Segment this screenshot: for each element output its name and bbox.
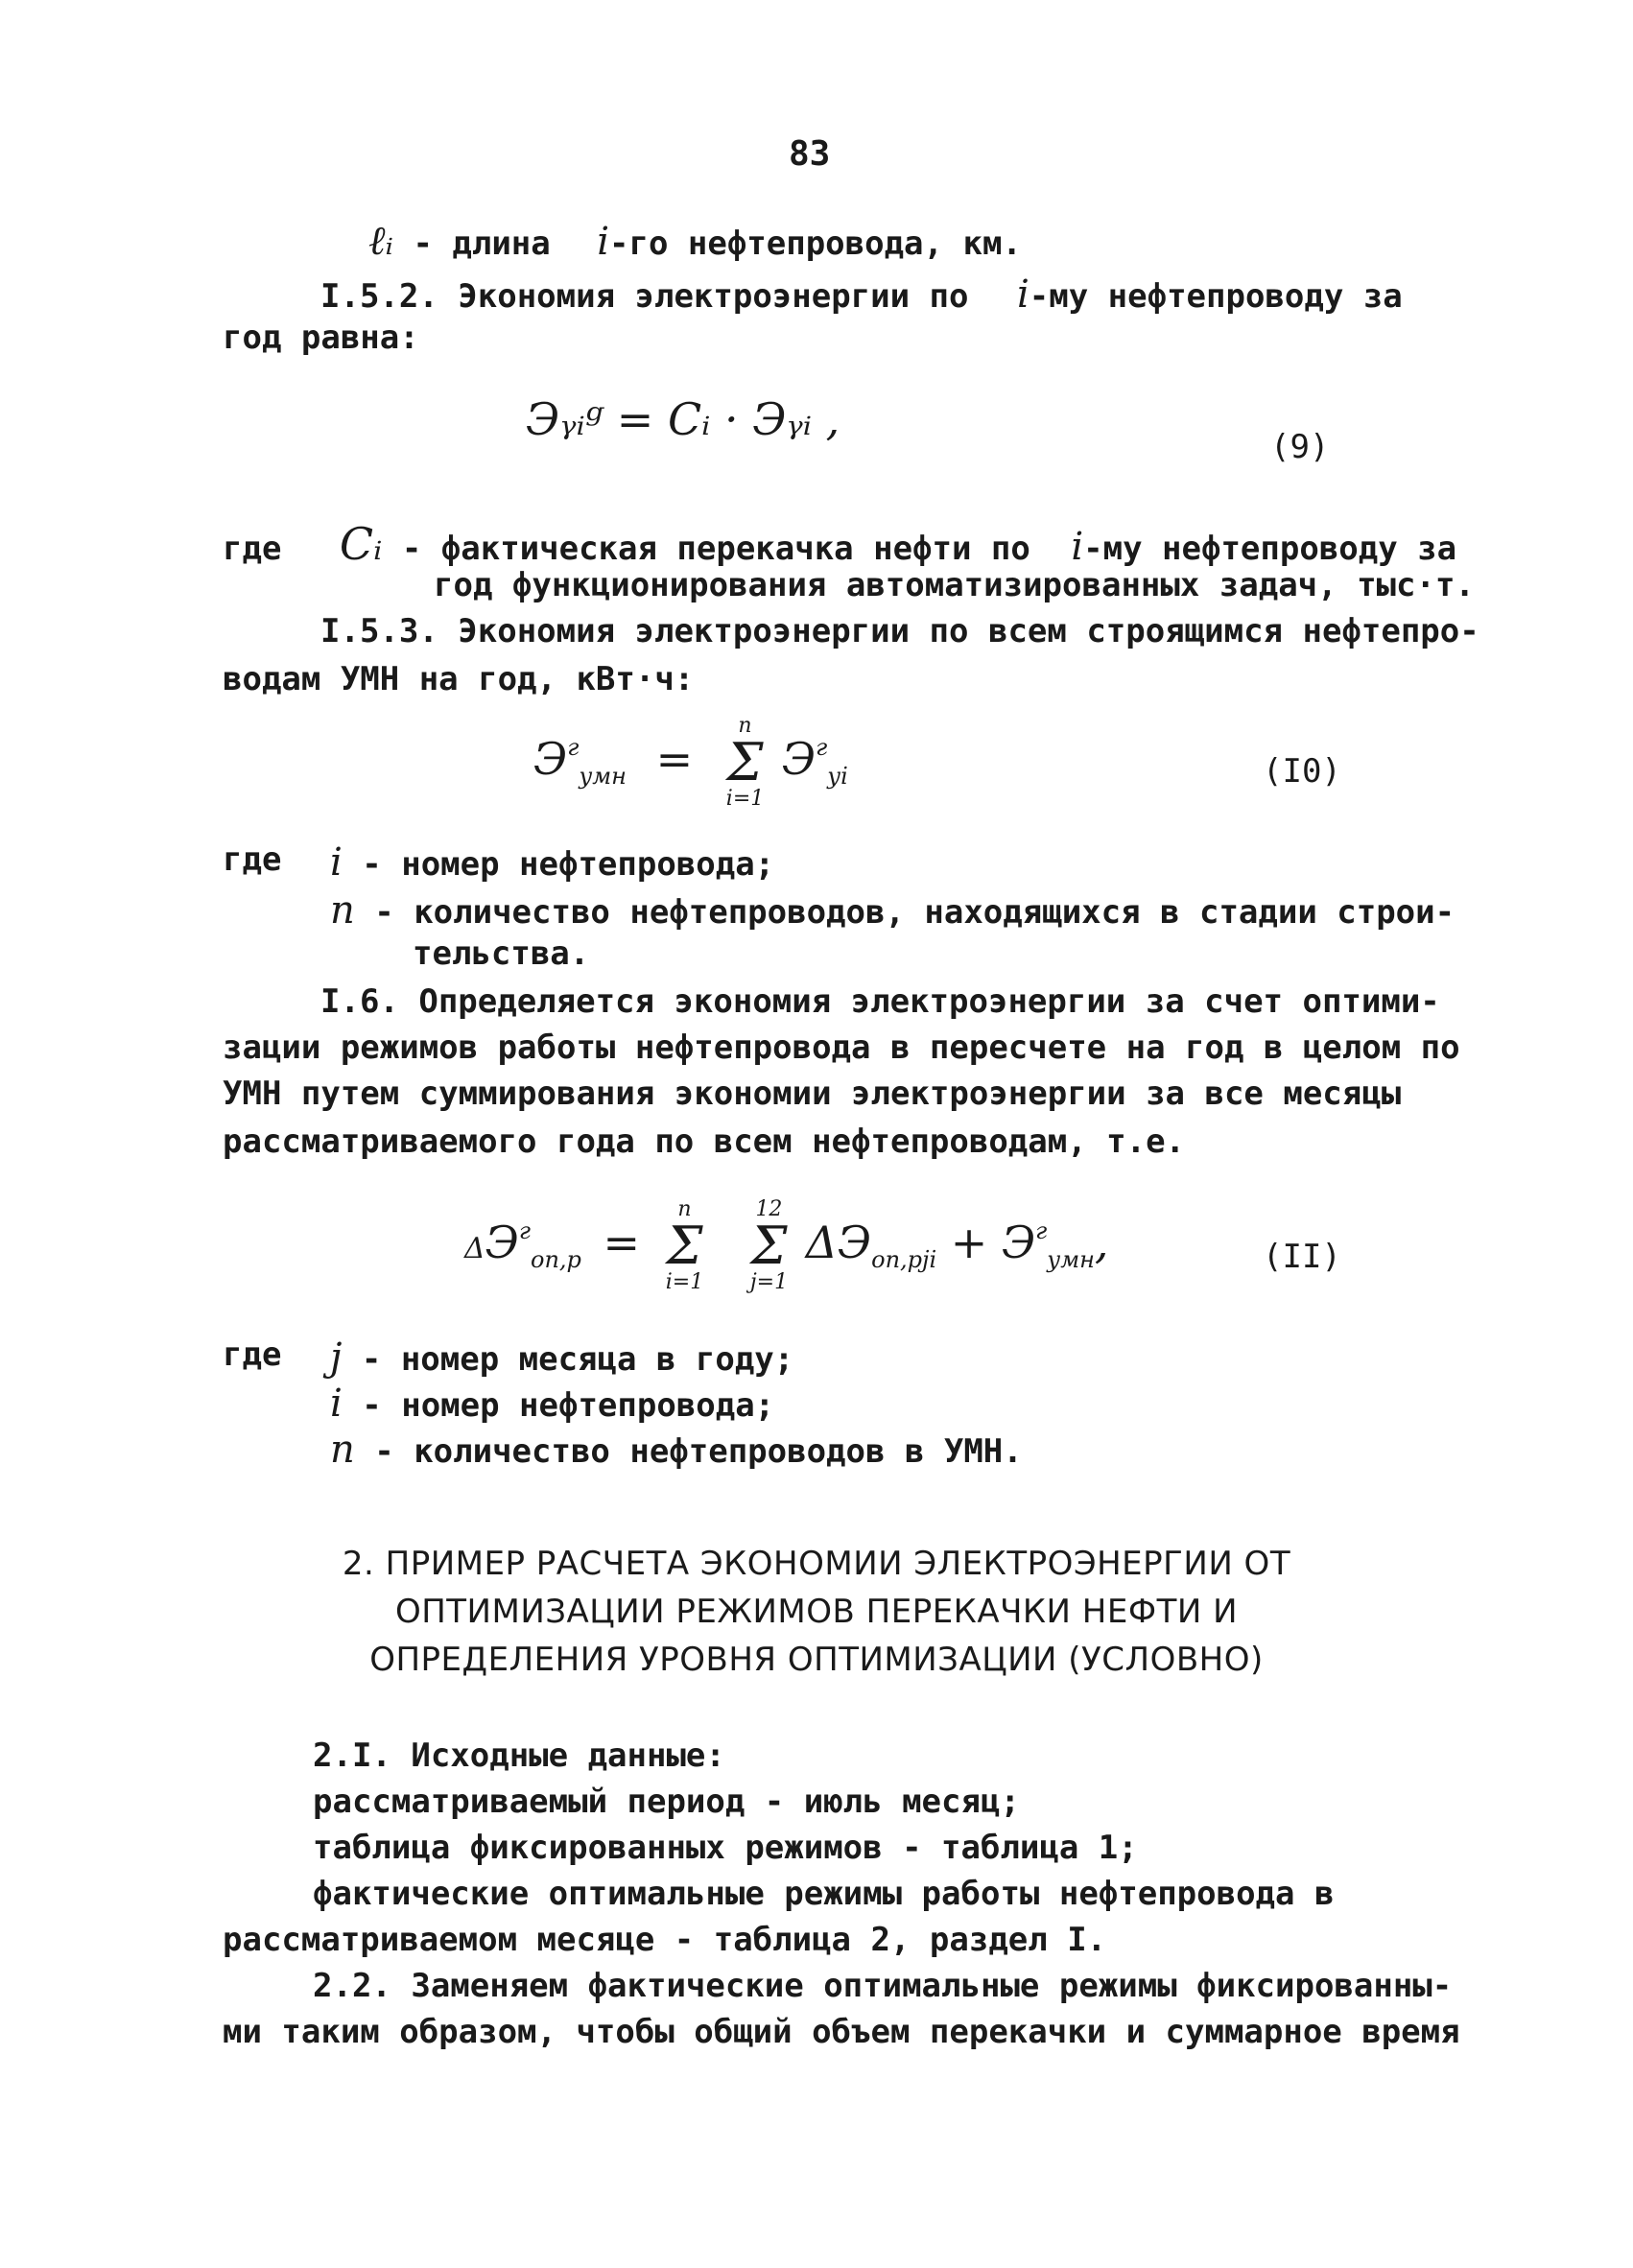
- where-label: где: [223, 530, 282, 568]
- paragraph-21-line1: 2.I. Исходные данные:: [313, 1736, 725, 1775]
- eq10-rhs: Э: [781, 733, 816, 785]
- paragraph-21-line5: рассматриваемом месяце - таблица 2, раздел I.: [223, 1921, 1107, 1959]
- paragraph-21-line3: таблица фиксированных режимов - таблица 1;: [313, 1829, 1138, 1867]
- item-text: - номер месяца в году;: [361, 1340, 794, 1379]
- paragraph-16-line2: зации режимов работы нефтепровода в пересчете на год в целом по: [223, 1028, 1460, 1067]
- eq10-rhs-sup: г: [816, 734, 828, 761]
- paragraph-16-line3: УМН путем суммирования экономии электроэнергии за все месяцы: [223, 1075, 1402, 1113]
- eq10-sum-top: n: [738, 714, 752, 738]
- eq11-plus: +: [950, 1217, 988, 1268]
- var-i: i: [1071, 525, 1084, 569]
- paragraph-21-line4: фактические оптимальные режимы работы нефтепровода в: [313, 1875, 1335, 1913]
- paragraph-22-line1: 2.2. Заменяем фактические оптимальные режимы фиксированны-: [313, 1967, 1453, 2005]
- where11-item-2: [330, 1428, 1023, 1472]
- eq11-sum1-top: n: [677, 1197, 692, 1221]
- section-2-heading-line3: ОПРЕДЕЛЕНИЯ УРОВНЯ ОПТИМИЗАЦИИ (УСЛОВНО): [369, 1641, 1264, 1679]
- eq11-lhs: Э: [485, 1217, 519, 1268]
- p152-text-b: -му нефтепроводу за: [1029, 277, 1403, 316]
- eq11-sigma1: Σ: [666, 1216, 703, 1276]
- eq11-sum2-bottom: j=1: [749, 1270, 789, 1294]
- var: j: [330, 1335, 343, 1380]
- var: i: [330, 1382, 343, 1426]
- equation-10: [533, 716, 848, 810]
- page-number: 83: [789, 134, 831, 174]
- p152-text-a: I.5.2. Экономия электроэнергии по: [320, 277, 969, 316]
- eq10-equals: =: [655, 733, 694, 785]
- item-text: - количество нефтепроводов, находящихся в стадии строи-: [374, 893, 1456, 932]
- eq11-term-sub: оп,рji: [871, 1246, 937, 1273]
- eq11-tail-sup: г: [1035, 1217, 1048, 1244]
- where-ci-text-a: - фактическая перекачка нефти по: [401, 530, 1030, 568]
- paragraph-16-line4: рассматриваемого года по всем нефтепроводам, т.е.: [223, 1122, 1186, 1161]
- equation-9: Эᵧᵢᵍ = Cᵢ · Эᵧᵢ ,: [526, 393, 840, 445]
- where10-item-1: [330, 888, 1455, 933]
- eq10-lhs-sup: г: [567, 734, 580, 761]
- item-text: - количество нефтепроводов в УМН.: [374, 1432, 1023, 1471]
- where-ci-text-b: -му нефтепроводу за: [1083, 530, 1457, 568]
- where11-item-1: [330, 1382, 774, 1426]
- equation-9-number: (9): [1270, 428, 1330, 466]
- paragraph-153-line1: I.5.3. Экономия электроэнергии по всем строящимся нефтепро-: [320, 612, 1479, 650]
- where11-item-0: [330, 1335, 793, 1380]
- eq10-sum: [726, 716, 764, 810]
- where10-item-0: [330, 840, 774, 885]
- where-ci-line2: год функционирования автоматизированных задач, тыс·т.: [434, 566, 1475, 604]
- var: n: [330, 1428, 355, 1472]
- eq11-sum-i: [666, 1199, 703, 1293]
- var-i: i: [597, 220, 610, 264]
- equation-10-number: (I0): [1263, 752, 1341, 791]
- eq11-sigma2: Σ: [750, 1216, 788, 1276]
- item-text: - номер нефтепровода;: [362, 1386, 775, 1425]
- eq11-comma: ,: [1094, 1217, 1109, 1268]
- where10-label: где: [223, 840, 282, 879]
- eq10-lhs: Э: [533, 733, 568, 785]
- eq11-sum2-top: 12: [755, 1197, 783, 1221]
- section-2-heading-line2: ОПТИМИЗАЦИИ РЕЖИМОВ ПЕРЕКАЧКИ НЕФТИ И: [394, 1593, 1239, 1631]
- where11-label: где: [223, 1335, 282, 1374]
- paragraph-152-line1: [320, 272, 1403, 317]
- eq10-rhs-sub: уi: [827, 763, 848, 790]
- eq11-equals: =: [603, 1217, 641, 1268]
- eq11-delta: Δ: [464, 1232, 485, 1265]
- equation-11: [464, 1199, 1109, 1293]
- paragraph-153-line2: водам УМН на год, кВт·ч:: [223, 660, 695, 698]
- paragraph-21-line2: рассматриваемый период - июль месяц;: [313, 1783, 1020, 1821]
- var-i: i: [1017, 272, 1030, 317]
- equation-11-number: (II): [1263, 1238, 1341, 1276]
- eq11-lhs-sup: г: [518, 1217, 532, 1244]
- length-label: - длина: [413, 224, 551, 263]
- where-ci-line1: [223, 518, 1456, 570]
- eq11-tail: Э: [1001, 1217, 1036, 1268]
- section-2-heading-line1: 2. ПРИМЕР РАСЧЕТА ЭКОНОМИИ ЭЛЕКТРОЭНЕРГИИ ОТ: [342, 1545, 1291, 1583]
- var: i: [330, 840, 343, 885]
- length-definition: [368, 217, 1022, 265]
- item-text: - номер нефтепровода;: [362, 845, 775, 884]
- length-rest: -го нефтепровода, км.: [609, 224, 1022, 263]
- symbol-ci: Cᵢ: [339, 518, 383, 570]
- paragraph-22-line2: ми таким образом, чтобы общий объем перекачки и суммарное время: [223, 2013, 1460, 2051]
- paragraph-152-line2: год равна:: [223, 319, 419, 357]
- eq11-term: ΔЭ: [805, 1217, 872, 1268]
- eq10-sum-bottom: i=1: [725, 787, 765, 811]
- eq11-sum1-bottom: i=1: [665, 1270, 704, 1294]
- eq10-sigma: Σ: [726, 732, 764, 792]
- where10-item-2: тельства.: [413, 934, 590, 973]
- eq11-sum-j: [750, 1199, 788, 1293]
- symbol-li: ℓᵢ: [368, 217, 393, 264]
- eq10-lhs-sub: умн: [579, 763, 627, 790]
- var: n: [330, 888, 355, 933]
- paragraph-16-line1: I.6. Определяется экономия электроэнергии за счет оптими-: [320, 982, 1440, 1021]
- eq11-lhs-sub: оп,р: [531, 1246, 581, 1273]
- eq11-tail-sub: умн: [1047, 1246, 1095, 1273]
